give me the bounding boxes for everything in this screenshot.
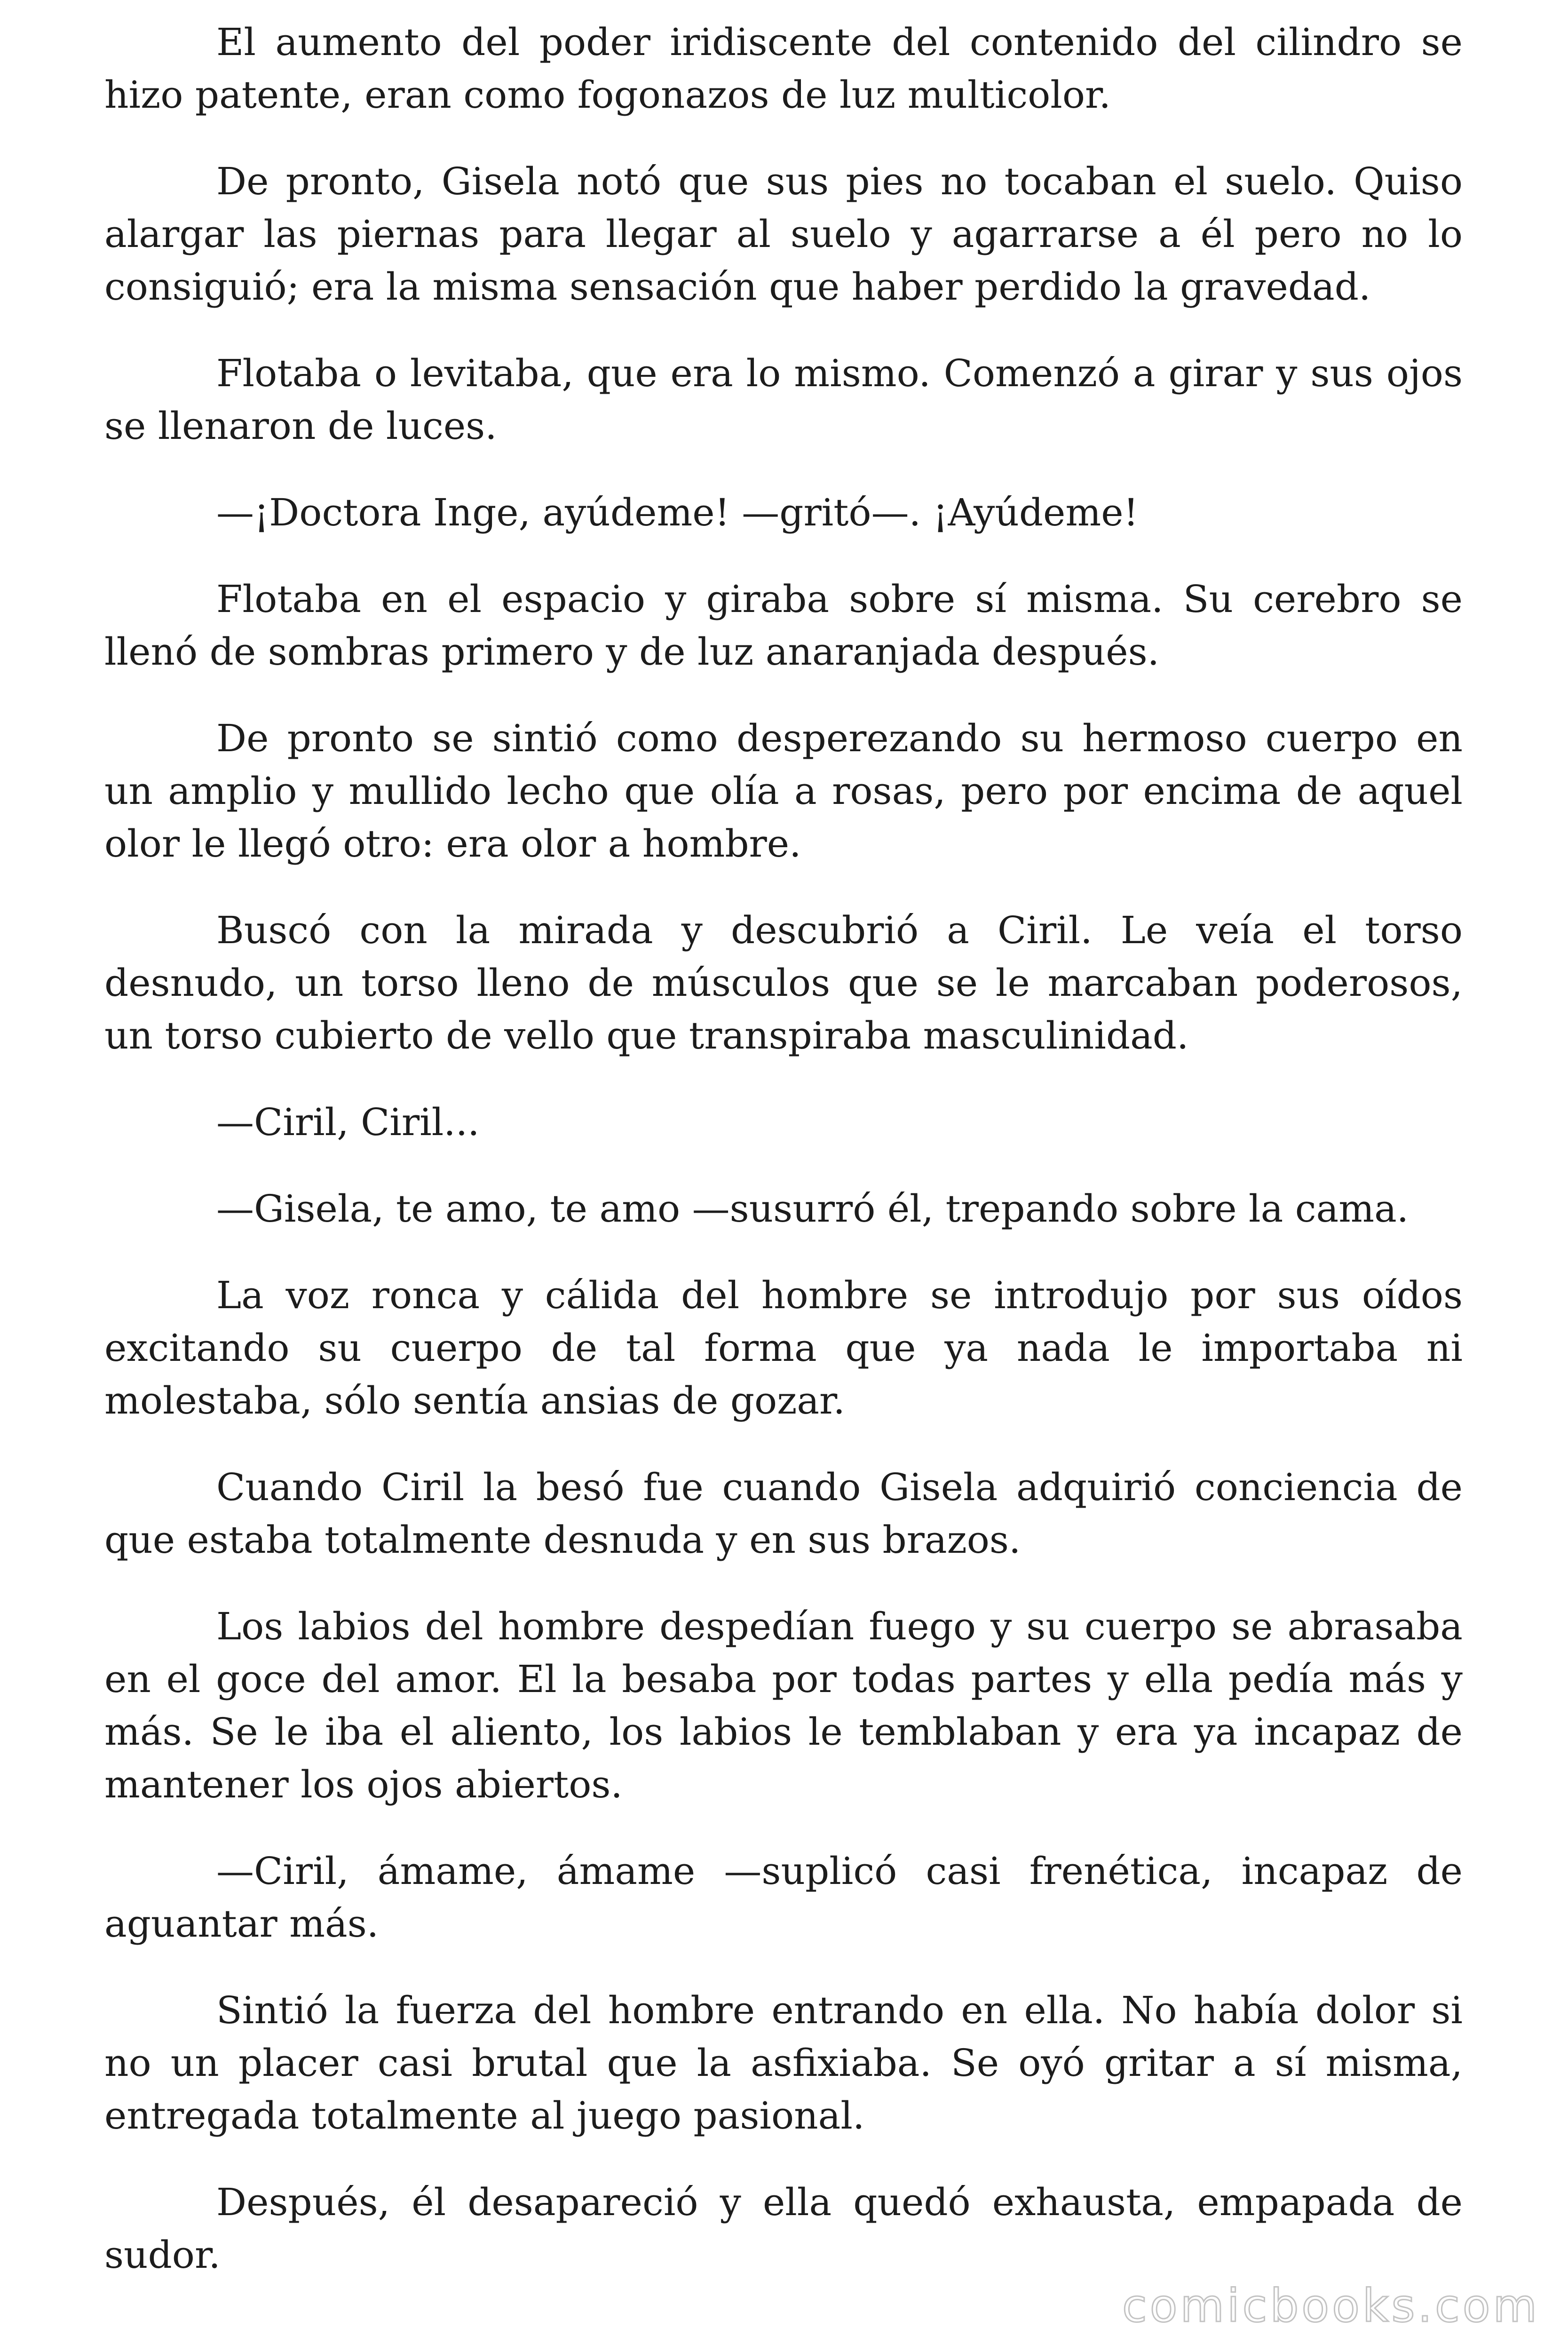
paragraph: Sintió la fuerza del hombre entrando en ella. No había dolor si no un placer casi brutal que la asfixiaba. Se oyó gritar a sí misma, entregada totalmente al juego pasional. [104,1988,1463,2137]
paragraph: Los labios del hombre despedían fuego y su cuerpo se abrasaba en el goce del amor. El la besaba por todas partes y ella pedía más y más. Se le iba el aliento, los labios le temblaban y era ya incapaz de mantener los ojos abiertos. [104,1605,1463,1806]
paragraph: —Ciril, ámame, ámame —suplicó casi frenética, incapaz de aguantar más. [104,1849,1463,1946]
paragraph: Después, él desapareció y ella quedó exhausta, empapada de sudor. [104,2180,1463,2277]
paragraph: El aumento del poder iridiscente del contenido del cilindro se hizo patente, eran como fogonazos de luz multicolor. [104,20,1463,117]
paragraph: De pronto, Gisela notó que sus pies no tocaban el suelo. Quiso alargar las piernas para llegar al suelo y agarrarse a él pero no lo consiguió; era la misma sensación que haber perdido la gravedad. [104,159,1463,309]
paragraph: Cuando Ciril la besó fue cuando Gisela adquirió conciencia de que estaba totalmente desnuda y en sus brazos. [104,1465,1463,1562]
paragraph: Buscó con la mirada y descubrió a Ciril. Le veía el torso desnudo, un torso lleno de músculos que se le marcaban poderosos, un torso cubierto de vello que transpiraba masculinidad. [104,908,1463,1057]
paragraph: La voz ronca y cálida del hombre se introdujo por sus oídos excitando su cuerpo de tal forma que ya nada le importaba ni molestaba, sólo sentía ansias de gozar. [104,1273,1463,1422]
paragraph: Flotaba o levitaba, que era lo mismo. Comenzó a girar y sus ojos se llenaron de luces. [104,351,1463,448]
paragraph: De pronto se sintió como desperezando su hermoso cuerpo en un amplio y mullido lecho que olía a rosas, pero por encima de aquel olor le llegó otro: era olor a hombre. [104,716,1463,866]
watermark: comicbooks.com [1122,2280,1540,2332]
paragraph: —¡Doctora Inge, ayúdeme! —gritó—. ¡Ayúdeme! [216,491,1139,534]
body-text [104,16,1463,2315]
paragraph: —Ciril, Ciril... [216,1100,480,1144]
paragraph: Flotaba en el espacio y giraba sobre sí misma. Su cerebro se llenó de sombras primero y de luz anaranjada después. [104,577,1463,674]
paragraph: —Gisela, te amo, te amo —susurró él, trepando sobre la cama. [216,1187,1409,1231]
